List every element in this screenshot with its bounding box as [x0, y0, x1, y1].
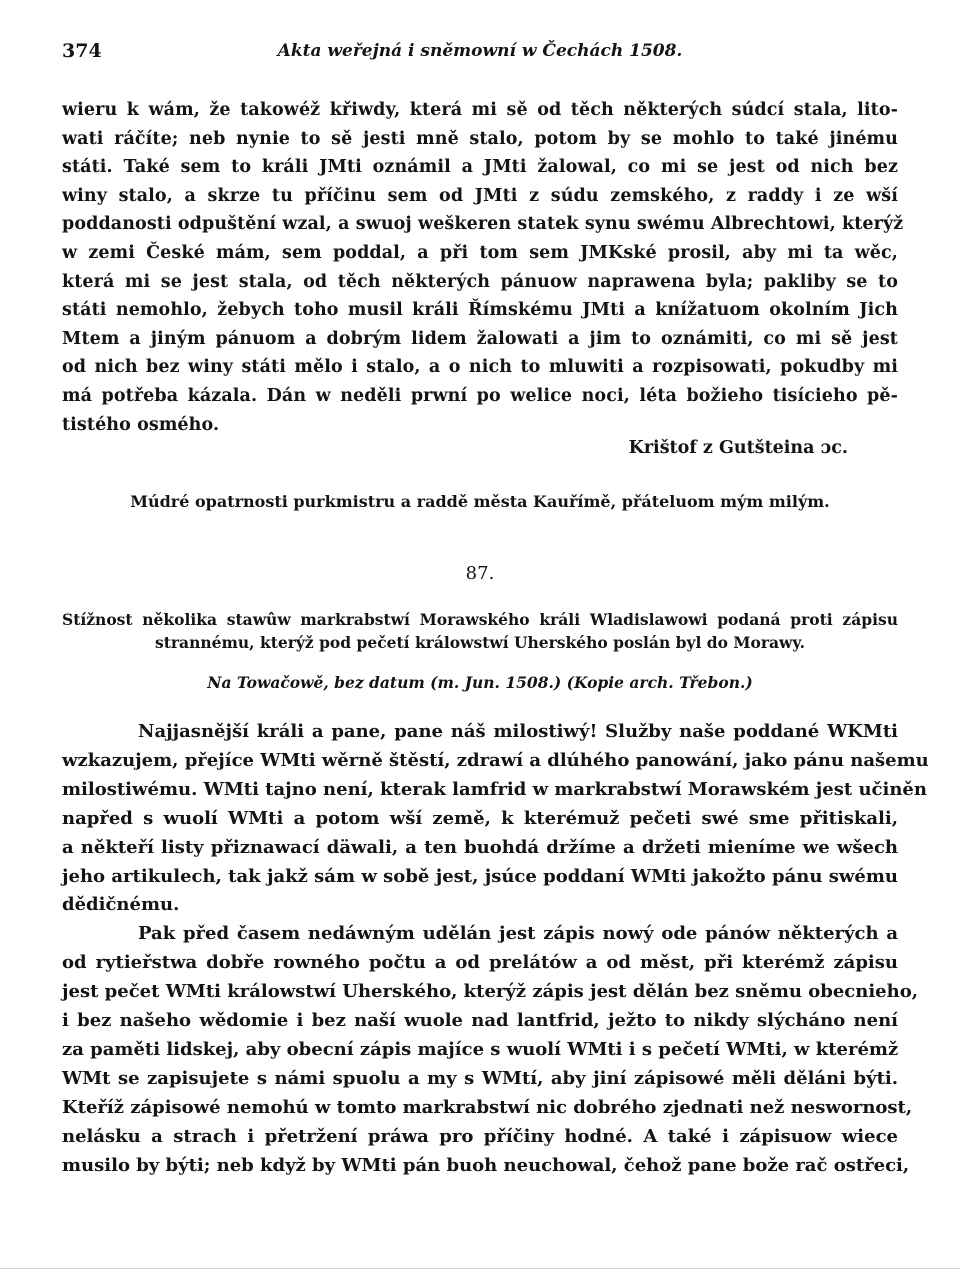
text-line: i bez našeho wědomie i bez naší wuole nad lantfrid, ježto to nikdy slýcháno není	[62, 1010, 898, 1032]
text-line: w zemi České mám, sem poddal, a při tom sem JMKské prosil, aby mi ta wěc,	[62, 242, 898, 263]
letter-address: Múdré opatrnosti purkmistru a raddě města Kauřímě, přáteluom mým milým.	[130, 492, 830, 511]
text-line: Pak před časem nedáwným udělán jest zápis nowý ode pánów některých a	[138, 923, 898, 945]
text-line: má potřeba kázala. Dán w neděli prwní po welice noci, léta božieho tisícieho pě-	[62, 385, 898, 406]
text-line: milostiwému. WMti tajno není, kterak lamfrid w markrabstwí Morawském jest učiněn	[62, 778, 927, 800]
text-line: winy stalo, a skrze tu příčinu sem od JMti z súdu zemského, z raddy i ze wší	[62, 185, 898, 206]
summary-line: Stížnost několika stawûw markrabstwí Morawského králi Wladislawowi podaná proti zápisu	[62, 610, 898, 629]
page-bottom-edge	[0, 1268, 960, 1269]
running-head: Akta weřejná i sněmowní w Čechách 1508.	[277, 41, 683, 61]
text-line: za paměti lidskej, aby obecní zápis majíce s wuolí WMti i s pečetí WMti, w kterémž	[62, 1038, 899, 1060]
text-line: jeho artikulech, tak jakž sám w sobě jest, jsúce poddaní WMti jakožto pánu swému	[62, 865, 898, 887]
page-number: 374	[62, 40, 102, 62]
text-line: státi nemohlo, žebych toho musil králi Římskému JMti a knížatuom okolním Jich	[62, 300, 898, 321]
document-body	[62, 718, 929, 1181]
text-line: jest pečet WMti králowstwí Uherského, kterýž zápis jest dělán bez sněmu obecnieho,	[62, 981, 918, 1003]
text-line: která mi se jest stala, od těch některých pánuow naprawena byla; pakliby se to	[62, 271, 898, 292]
text-line: Najjasnější králi a pane, pane náš milostiwý! Služby naše poddané WKMti	[138, 721, 898, 742]
document-number: 87.	[465, 563, 495, 584]
document-source: Na Towačowě, bez datum (m. Jun. 1508.) (Kopie arch. Třebon.)	[207, 673, 753, 692]
text-line: a někteří listy přiznawací däwali, a ten buohdá držíme a držeti mieníme we wšech	[62, 836, 898, 858]
letter-continued-text	[62, 96, 904, 439]
text-line: musilo by býti; neb když by WMti pán buoh neuchowal, čehož pane bože rač ostřeci,	[62, 1154, 910, 1176]
text-line: wzkazujem, přejíce WMti wěrně štěstí, zdrawí a dlúhého panowání, jako pánu našemu	[62, 749, 929, 771]
text-line: WMt se zapisujete s námi spuolu a my s WMtí, aby jiní zápisowé měli děláni býti.	[62, 1067, 898, 1089]
text-line: wieru k wám, že takowéž křiwdy, která mi sě od těch některých súdcí stala, lito-	[62, 100, 898, 120]
text-line: dědičnému.	[62, 894, 180, 916]
page-header	[62, 40, 898, 72]
text-line: státi. Také sem to králi JMti oznámil a JMti žalowal, co mi se jest od nich bez	[62, 157, 898, 178]
text-line: napřed s wuolí WMti a potom wší země, k kterémuž pečeti swé sme přitiskali,	[62, 807, 898, 829]
text-line: od nich bez winy státi mělo i stalo, a o nich to mluwiti a rozpisowati, pokudby mi	[62, 357, 898, 378]
document-summary	[62, 608, 898, 654]
text-line: wati ráčíte; neb nynie to sě jesti mně stalo, potom by se mohlo to také jinému	[62, 128, 898, 149]
text-line: Mtem a jiným pánuom a dobrým lidem žalowati a jim to oznámiti, co mi sě jest	[62, 328, 898, 349]
text-line: od rytieřstwa dobře rowného počtu a od prelátów a od měst, při kterémž zápisu	[62, 952, 898, 974]
signature: Krištof z Gutšteina ɔc.	[628, 438, 848, 458]
summary-line: strannému, kterýž pod pečetí králowstwí Uherského poslán byl do Morawy.	[155, 633, 805, 652]
text-line: tistého osmého.	[62, 414, 220, 435]
text-line: poddanosti odpuštění wzal, a swuoj weškeren statek synu swému Albrechtowi, kterýž	[62, 214, 904, 235]
text-line: Kteříž zápisowé nemohú w tomto markrabstwí nic dobrého zjednati než neswornost,	[62, 1096, 913, 1118]
text-line: nelásku a strach i přetržení práwa pro příčiny hodné. A také i zápisuow wiece	[62, 1125, 898, 1147]
